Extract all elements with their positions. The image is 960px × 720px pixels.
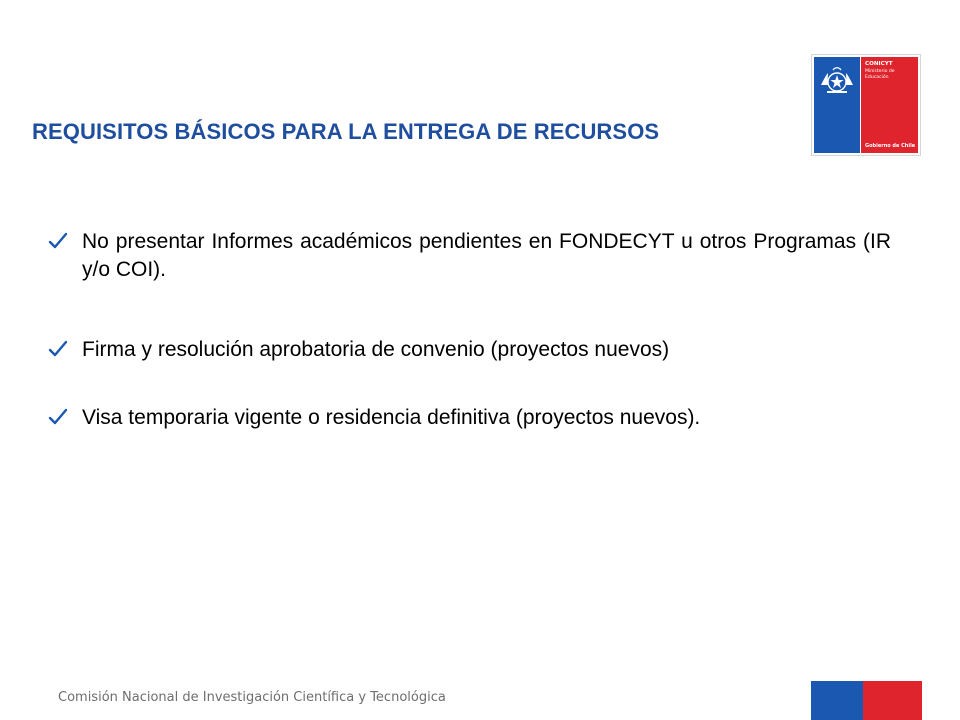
logo-blue-panel bbox=[814, 57, 860, 153]
footer-institution: Comisión Nacional de Investigación Científica y Tecnológica bbox=[58, 690, 446, 705]
logo-government: Gobierno de Chile bbox=[865, 143, 916, 149]
bullet-text: Visa temporaria vigente o residencia definitiva (proyectos nuevos). bbox=[82, 406, 701, 429]
bullet-item bbox=[48, 404, 891, 432]
checkmark-icon bbox=[48, 228, 82, 254]
logo-name: CONICYT bbox=[865, 61, 893, 67]
logo-red-panel bbox=[861, 57, 918, 153]
coat-of-arms-icon bbox=[819, 65, 855, 95]
footer-flag-red bbox=[863, 681, 922, 720]
footer-flag-stripe bbox=[811, 681, 922, 720]
bullet-list bbox=[48, 228, 891, 432]
footer-flag-blue bbox=[811, 681, 863, 720]
bullet-item bbox=[48, 228, 891, 284]
bullet-text: No presentar Informes académicos pendientes en FONDECYT u otros Programas (IR y/o COI). bbox=[82, 230, 891, 281]
bullet-text: Firma y resolución aprobatoria de convenio (proyectos nuevos) bbox=[82, 338, 670, 361]
checkmark-icon bbox=[48, 404, 82, 430]
bullet-item bbox=[48, 336, 891, 364]
conicyt-logo bbox=[811, 54, 921, 156]
logo-ministry bbox=[865, 69, 895, 80]
slide-title: REQUISITOS BÁSICOS PARA LA ENTREGA DE RECURSOS bbox=[32, 119, 660, 144]
checkmark-icon bbox=[48, 336, 82, 362]
logo-ministry-line2: Educación bbox=[865, 74, 889, 80]
logo-ministry-line1: Ministerio de bbox=[865, 69, 895, 74]
